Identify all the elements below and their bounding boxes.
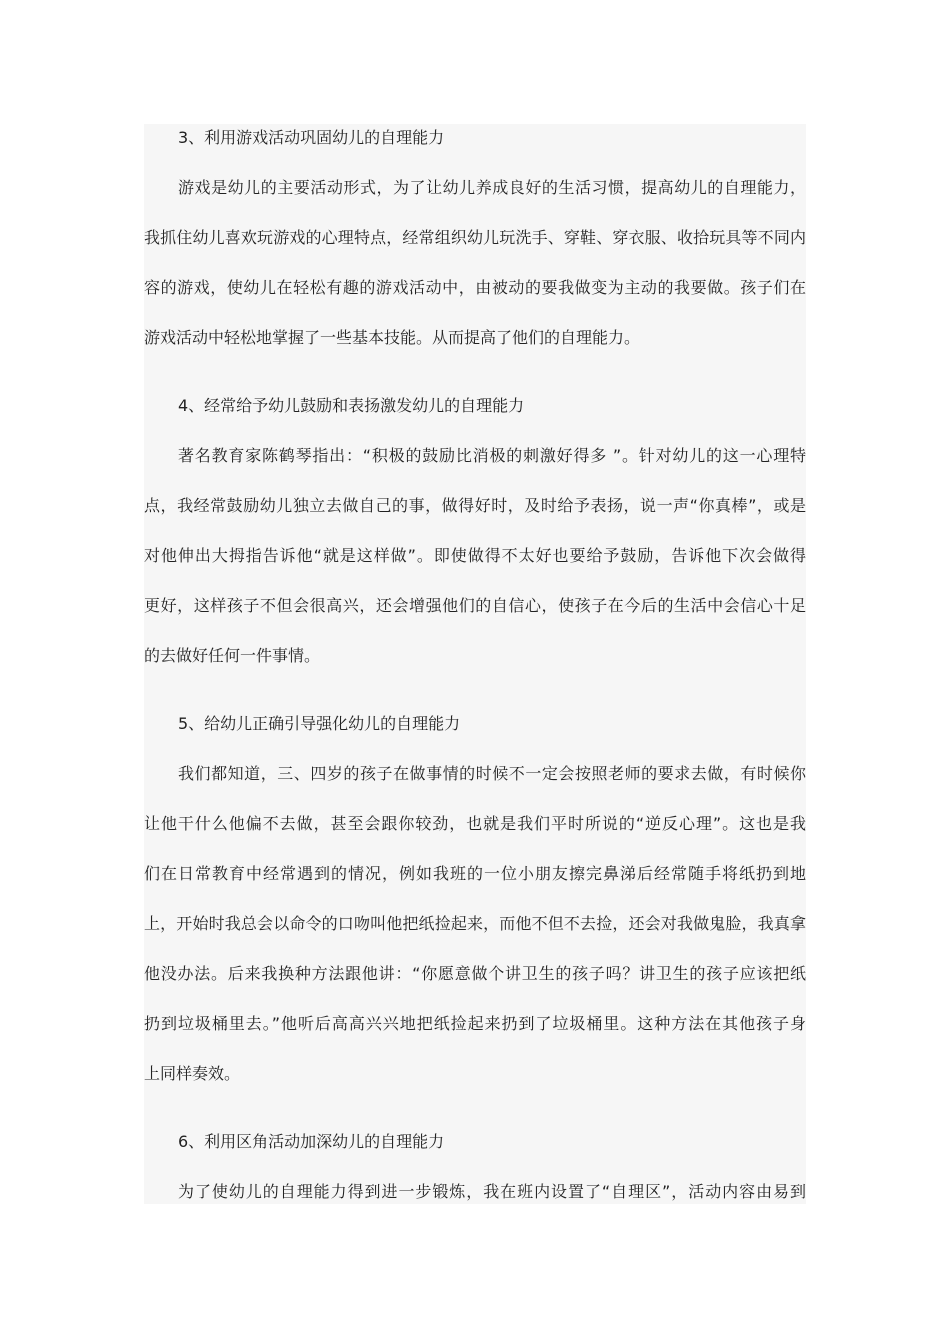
- section-heading: 6、利用区角活动加深幼儿的自理能力: [178, 1132, 445, 1151]
- paragraph-line: 我们都知道，三、四岁的孩子在做事情的时候不一定会按照老师的要求去做，有时候你: [178, 764, 806, 783]
- paragraph-line: 让他干什么他偏不去做，甚至会跟你较劲，也就是我们平时所说的“逆反心理”。这也是我: [144, 814, 806, 833]
- paragraph-line: 更好，这样孩子不但会很高兴，还会增强他们的自信心，使孩子在今后的生活中会信心十足: [144, 596, 806, 615]
- paragraph-line: 为了使幼儿的自理能力得到进一步锻炼，我在班内设置了“自理区”，活动内容由易到: [178, 1182, 806, 1201]
- section-heading: 5、给幼儿正确引导强化幼儿的自理能力: [178, 714, 461, 733]
- paragraph-line: 游戏是幼儿的主要活动形式，为了让幼儿养成良好的生活习惯，提高幼儿的自理能力，: [178, 178, 806, 197]
- section-heading: 4、经常给予幼儿鼓励和表扬激发幼儿的自理能力: [178, 396, 525, 415]
- paragraph-line: 扔到垃圾桶里去。”他听后高高兴兴地把纸捡起来扔到了垃圾桶里。这种方法在其他孩子身: [144, 1014, 806, 1033]
- paragraph-line: 游戏活动中轻松地掌握了一些基本技能。从而提高了他们的自理能力。: [144, 328, 641, 347]
- paragraph-line: 他没办法。后来我换种方法跟他讲：“你愿意做个讲卫生的孩子吗？讲卫生的孩子应该把纸: [144, 964, 806, 983]
- paragraph-line: 对他伸出大拇指告诉他“就是这样做”。即使做得不太好也要给予鼓励，告诉他下次会做得: [144, 546, 806, 565]
- paragraph-line: 著名教育家陈鹤琴指出：“积极的鼓励比消极的刺激好得多 ”。针对幼儿的这一心理特: [178, 446, 806, 465]
- paragraph-line: 点，我经常鼓励幼儿独立去做自己的事，做得好时，及时给予表扬，说一声“你真棒”，或是: [144, 496, 806, 515]
- section-heading: 3、利用游戏活动巩固幼儿的自理能力: [178, 128, 445, 147]
- paragraph-line: 的去做好任何一件事情。: [144, 646, 321, 665]
- paragraph-line: 上，开始时我总会以命令的口吻叫他把纸捡起来，而他不但不去捡，还会对我做鬼脸，我真拿: [144, 914, 806, 933]
- paragraph-line: 容的游戏，使幼儿在轻松有趣的游戏活动中，由被动的要我做变为主动的我要做。孩子们在: [144, 278, 806, 297]
- paragraph-line: 上同样奏效。: [144, 1064, 241, 1083]
- paragraph-line: 我抓住幼儿喜欢玩游戏的心理特点，经常组织幼儿玩洗手、穿鞋、穿衣服、收拾玩具等不同内: [144, 228, 806, 247]
- paragraph-line: 们在日常教育中经常遇到的情况，例如我班的一位小朋友擦完鼻涕后经常随手将纸扔到地: [144, 864, 806, 883]
